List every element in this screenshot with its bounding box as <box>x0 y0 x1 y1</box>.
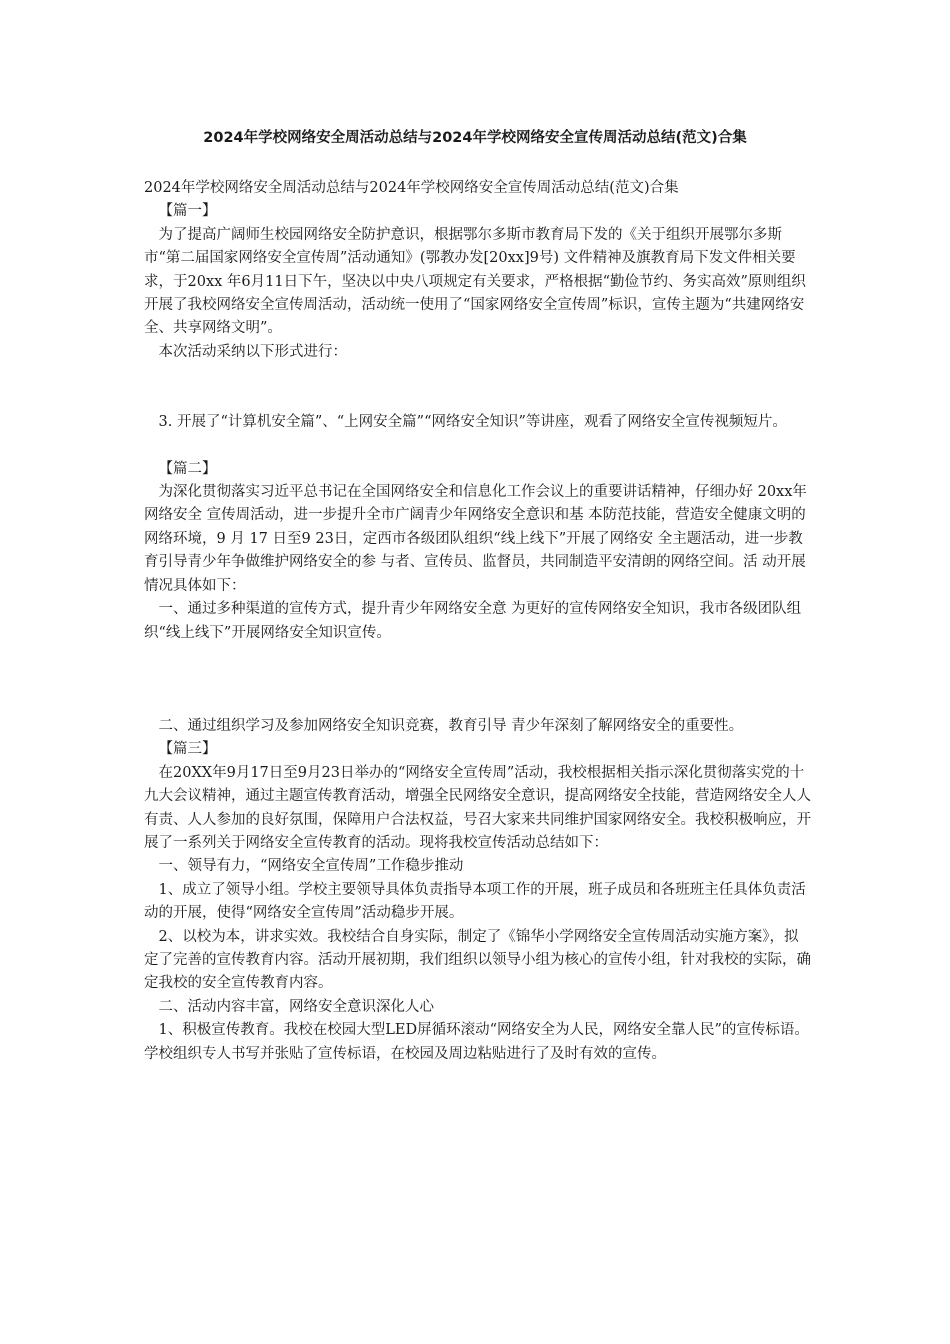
paragraph: 二、通过组织学习及参加网络安全知识竞赛，教育引导 青少年深刻了解网络安全的重要性。 <box>158 717 744 734</box>
paragraph: 2、以校为本，讲求实效。我校结合自身实际，制定了《锦华小学网络安全宣传周活动实施方案》，拟定了完善的宣传教育内容。活动开展初期，我们组织以领导小组为核心的宣传小组，针对我校的实际，确定我校的安全宣传教育内容。 <box>144 928 811 992</box>
blank-space <box>144 435 812 458</box>
blank-space <box>144 645 812 715</box>
paragraph: 为了提高广阔师生校园网络安全防护意识，根据鄂尔多斯市教育局下发的《关于组织开展鄂尔多斯市“第二届国家网络安全宣传周”活动通知》(鄂教办发[20xx]9号) 文件精神及旗教育局下发文件相关要求，于20xx 年6月11日下午，坚决以中央八项规定有关要求，严格根据“勤俭节约、务实高效”原则组织开展了我校网络安全宣传周活动，活动统一使用了“国家网络安全宣传周”标识，宣传主题为“共建网络安全、共享网络文明”。 <box>144 226 806 337</box>
paragraph: 在20XX年9月17日至9月23日举办的“网络安全宣传周”活动，我校根据相关指示深化贯彻落实党的十九大会议精神，通过主题宣传教育活动，增强全民网络安全意识，提高网络安全技能，营造网络安全人人有责、人人参加的良好氛围，保障用户合法权益，号召大家来共同维护国家网络安全。我校积极响应，开展了一系列关于网络安全宣传教育的活动。现将我校宣传活动总结如下： <box>144 764 811 851</box>
paragraph: 一、领导有力，“网络安全宣传周”工作稳步推动 <box>158 858 464 875</box>
section-heading-3: 【篇三】 <box>158 741 217 758</box>
paragraph: 二、活动内容丰富，网络安全意识深化人心 <box>158 998 434 1015</box>
paragraph: 3. 开展了“计算机安全篇”、“上网安全篇”“网络安全知识”等讲座，观看了网络安全宣传视频短片。 <box>158 414 787 431</box>
blank-space <box>144 364 812 411</box>
section-heading-2: 【篇二】 <box>158 460 217 477</box>
document-title: 2024年学校网络安全周活动总结与2024年学校网络安全宣传周活动总结(范文)合集 <box>203 130 747 146</box>
paragraph: 一、通过多种渠道的宣传方式，提升青少年网络安全意 为更好的宣传网络安全知识，我市各级团队组织“线上线下”开展网络安全知识宣传。 <box>144 601 802 641</box>
document-body <box>144 177 812 1066</box>
paragraph: 为深化贯彻落实习近平总书记在全国网络安全和信息化工作会议上的重要讲话精神，仔细办好 20xx年网络安全 宣传周活动，进一步提升全市广阔青少年网络安全意识和基 本防范技能，营造安全健康文明的网络环境，9 月 17 日至9 23日，定西市各级团队组织“线上线下”开展了网络安 全主题活动，进一步教育引导青少年争做维护网络安全的参 与者、宣传员、监督员，共同制造平安清朗的网络空间。活 动开展情况具体如下： <box>144 484 807 594</box>
paragraph: 1、成立了领导小组。学校主要领导具体负责指导本项工作的开展，班子成员和各班班主任具体负责活动的开展，使得“网络安全宣传周”活动稳步开展。 <box>144 881 806 922</box>
document-subtitle: 2024年学校网络安全周活动总结与2024年学校网络安全宣传周活动总结(范文)合集 <box>144 180 679 196</box>
paragraph: 本次活动采纳以下形式进行： <box>158 343 347 360</box>
section-heading-1: 【篇一】 <box>158 203 217 220</box>
paragraph: 1、积极宣传教育。我校在校园大型LED屏循环滚动“网络安全为人民，网络安全靠人民”的宣传标语。学校组织专人书写并张贴了宣传标语，在校园及周边粘贴进行了及时有效的宣传。 <box>144 1022 809 1062</box>
